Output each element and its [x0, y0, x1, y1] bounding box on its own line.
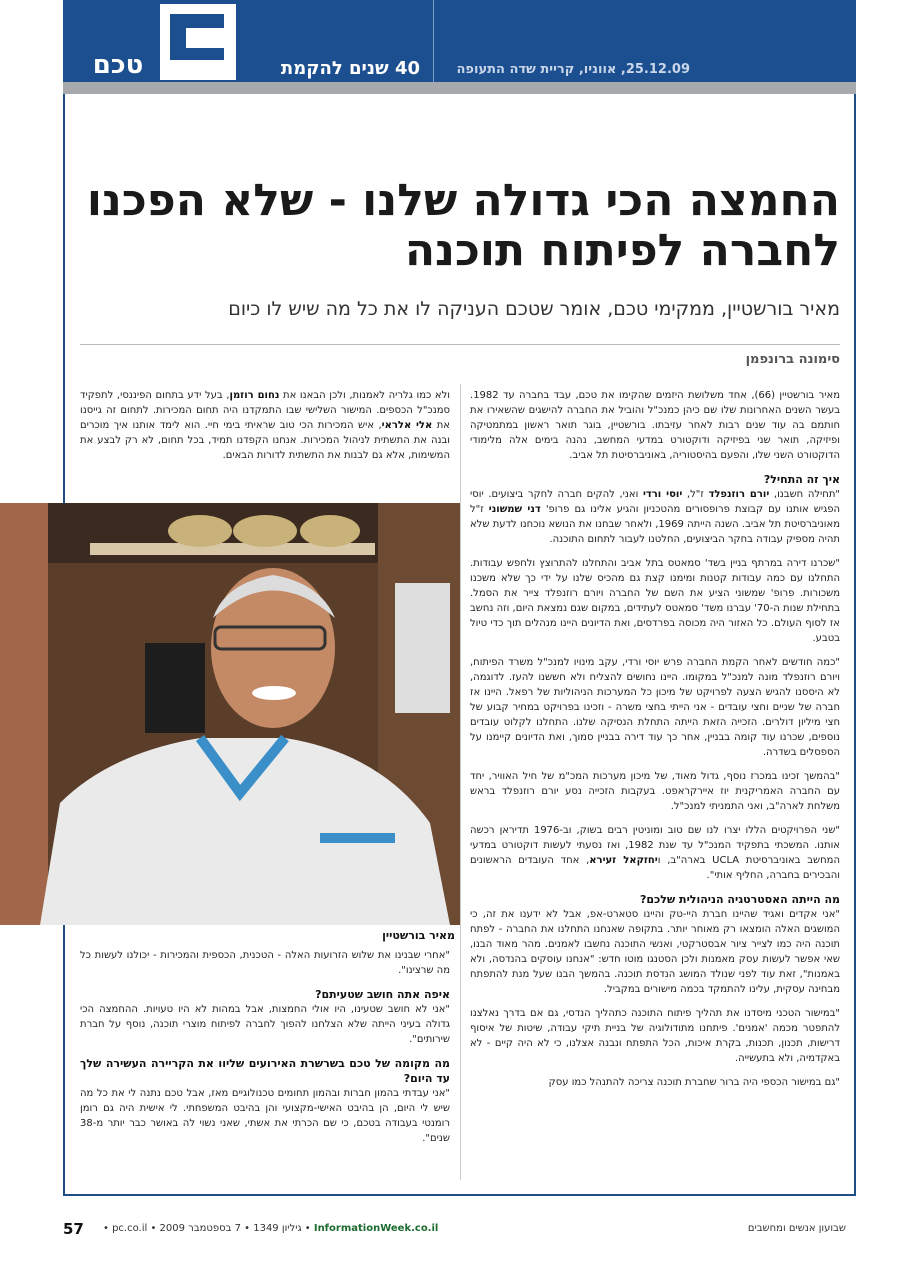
- question-heading: איך זה התחיל?: [763, 473, 840, 486]
- paragraph: "שני הפרויקטים הללו יצרו לנו שם טוב ומוניטין רבים בשוק, וב-1976 תדיראן רכשה אותנו. המשכתי בתפקיד המנכ"ל עד שנת 1982, ואז נסעתי לעשות דוקטורט במדעי המחשב באוניברסיטת UCLA בארה"ב, ויחזקאל זעירא, אחד העובדים הראשונים והבכירים בחברה, החליף אותי".: [470, 825, 840, 881]
- logo-years: 40 שנים להקמת: [280, 58, 420, 79]
- right-column: [470, 388, 840, 1178]
- footer-info: • pc.co.il • גיליון 1349 • 7 בספטמבר 2009 • InformationWeek.co.il: [103, 1223, 439, 1234]
- paragraph: "אחרי שבנינו את שלוש הזרועות האלה - הטכנית, הכספית והמכירות - יכולנו לעשות כל מה שרצינו".: [80, 950, 450, 976]
- header-date: 25.12.09, אווניו, קריית שדה התעופה: [456, 62, 690, 77]
- question-heading: איפה אתה חושב שטעיתם?: [315, 988, 450, 1001]
- page-number: 57: [63, 1220, 84, 1238]
- photo-caption: מאיר בורשטיין: [382, 929, 455, 942]
- paragraph: ולא כמו גלריה לאמנות, ולכן הבאנו את נחום רוזמן, בעל ידע בתחום הפיננסי, לתפקיד סמנכ"ל הכספים. המישור השלישי שבו התמקדנו היה תחום המכירות. לתחום זה גייסנו את אלי אלראי, איש המכירות הכי טוב שראיתי בימי חיי. הוא לימד אותנו איך מוכרים ובנה את התשתית לניהול המכירות. אנחנו הקפדנו תמיד, בכל תחום, לא רק לבצע את המשימות, אלא גם לבנות את התשתית לדורות הבאים.: [80, 390, 450, 461]
- paragraph: "בהמשך זכינו במכרז נוסף, גדול מאוד, של מיכון מערכות המכ"מ של חיל האוויר, יחד עם החברה האמריקנית יוז איירקראפט. בעקבות הזכייה נסע יורם רוזנפלד בראש משלחת לארה"ב, ואני התמניתי למנכ"ל.: [470, 771, 840, 812]
- header-strip: [63, 82, 856, 94]
- intro-paragraph: מאיר בורשטיין (66), אחד משלושת היזמים שהקימו את טכם, עבד בחברה עד 1982. בעשר השנים האחרונות שלו שם כיהן כמנכ"ל והוביל את החברה להישגים שהשאירו את חותמם בה עוד שנים רבות לאחר עזיבתו. בורשטיין, בוגר תואר ראשון במתמטיקה ופיזיקה, תואר שני בפיזיקה ודוקטורט במדעי המחשב, נהנה בימים אלה מלימודי הדוקטורט השני שלו, והפעם בהיסטוריה, באוניברסיטת תל אביב.: [470, 390, 840, 461]
- paragraph: "אני לא חושב שטעינו, היו אולי החמצות, אבל במהות לא היו טעויות. ההחמצה הכי גדולה בעיני הייתה שלא הצלחנו להפוך לחברה לפיתוח מוצרי תוכנה, נוסף על חברת שירותים".: [80, 1004, 450, 1045]
- paragraph: "אני אקדים ואגיד שהיינו חברת היי-טק והיינו סטארט-אפ, אבל לא ידענו את זה, כי המושגים האלה הומצאו רק מאוחר יותר. בתקופה שאנחנו התחלנו את החברה - לפתח תוכנה היה כמו לצייר ציור אבסטרקטי, ואנשי התוכנה נחשבו לאמנים. מהר מאוד הבנו, שאי אפשר לעשות עסק מאמנות ולכן הסטנגו מוטו חדש: "אנחנו עוסקים בהנדסה, ולא באמנות", זאת עוד לפני שנולד המושג הנדסת תוכנה. בהמשך הבנו שעל מנת להתפתח מבחינה עסקית, עלינו להתמקד בכמה מישורים במקביל.: [470, 909, 840, 995]
- paragraph: "במישור הטכני מיסדנו את תהליך פיתוח התוכנה כתהליך הנדסי, גם אם בדרך נאלצנו להתפטר מכמה 'אמנים'. פיתחנו מתודולוגיה של בניית תיקי עבודה, שיטות של איסוף דרישות, תכנון, תכנות, בקרת איכות, הכל התפתח ונבנה אצלנו, כי לא היה קיים - לא באקדמיה, ולא בתעשייה.: [470, 1008, 840, 1064]
- left-column-top: [80, 388, 450, 498]
- left-column-bottom: [80, 948, 450, 1178]
- paragraph: "כמה חודשים לאחר הקמת החברה פרש יוסי ורדי, עקב מינויו למנכ"ל משרד הפיתוח, ויורם רוזנפלד מונה למנכ"ל במקומו. היינו נחושים להצליח ולא חששנו להעז. לדוגמה, לא היססנו להגיש הצעה לפרויקט של מיכון כל המערכות הניהוליות של רפאל. היינו אז חברה של שניים וחצי עובדים - אני הייתי בחצי משרה - וזכינו בפרויקט במחיר קבוע של חצי מיליון דולרים. הזכייה הזאת הייתה התחלת הנסיקה שלנו. התחלנו לקלוט עובדים נוספים, שכרנו עוד קומה בבניין, אחר כך עוד דירה בבניין סמוך, ואת הדיונים קיימנו על הספסלים בשדרה.: [470, 657, 840, 758]
- publication-name: שבועון אנשים ומחשבים: [747, 1223, 846, 1234]
- question-heading: מה מקומה של טכם בשרשרת האירועים שליוו את הקריירה העשירה שלך עד היום?: [80, 1057, 450, 1085]
- header-divider: [433, 0, 434, 82]
- logo-inner-cutout: [186, 28, 224, 48]
- question-heading: מה הייתה האסטרטגיה הניהולית שלכם?: [639, 893, 840, 906]
- divider: [80, 344, 840, 345]
- paragraph: "גם במישור הכספי היה ברור שחברת תוכנה צריכה להתנהל כמו עסק: [548, 1077, 840, 1088]
- column-divider: [460, 384, 461, 1180]
- paragraph: "שכרנו דירה במרתף בניין בשד' סמאטס בתל אביב והתחלנו להתרוצץ ולחפש עבודות. התחלנו עם כמה עבודות קטנות ומימנו קצת גם מהכיס שלנו על ידי כך שלא משכנו משכורות. פרופ' שמשוני הציע את השם של החברה ויורם רוזנפלד צייר את הסמל. בתחילת שנות ה-70' עברנו משד' סמאטס לעתידים, במקום שגם נמצאת היום, וזה נחשב אז לסוף העולם. כל האזור היה מכוסה בפרדסים, ואת הדיונים היינו מנהלים תוך כדי טיול בטבע.: [470, 558, 840, 644]
- paragraph: "אני עבדתי בהמון חברות ובהמון תחומים טכנולוגיים מאז, אבל טכם נתנה לי את כל מה שיש לי היום, הן בהיבט האישי-מקצועי והן בהיבט המשפחתי. לי אישית היה גם רומן רומנטי בעבודה בטכם, כי שם הכרתי את אשתי, שאני נשוי לה באושר כבר יותר מ-38 שנים".: [80, 1088, 450, 1144]
- paragraph: "תחילה חשבנו, יורם רוזנפלד ז"ל, יוסי ורדי ואני, להקים חברה לחקר ביצועים. יוסי הפגיש אותנו עם קבוצת פרופסורים מהטכניון והגיע אלינו גם פרופ' דני שמשוני ז"ל מאוניברסיטת תל אביב. השנה הייתה 1969, ולאחר שבחנו את הנושא נוכחנו לדעת שלא תהיה מספיק עבודה בחקר הביצועים, החלטנו לעבור לתחום התוכנה.: [470, 489, 840, 545]
- logo-text: טכם: [92, 50, 144, 80]
- article-author: סימונה ברונפמן: [745, 352, 840, 367]
- article-subtitle: מאיר בורשטיין, ממקימי טכם, אומר שטכם העניקה לו את כל מה שיש לו כיום: [228, 298, 840, 320]
- page-footer: [63, 1220, 856, 1238]
- portrait-photo: [0, 503, 460, 925]
- article-title: החמצה הכי גדולה שלנו - שלא הפכנו לחברה לפיתוח תוכנה: [86, 175, 840, 276]
